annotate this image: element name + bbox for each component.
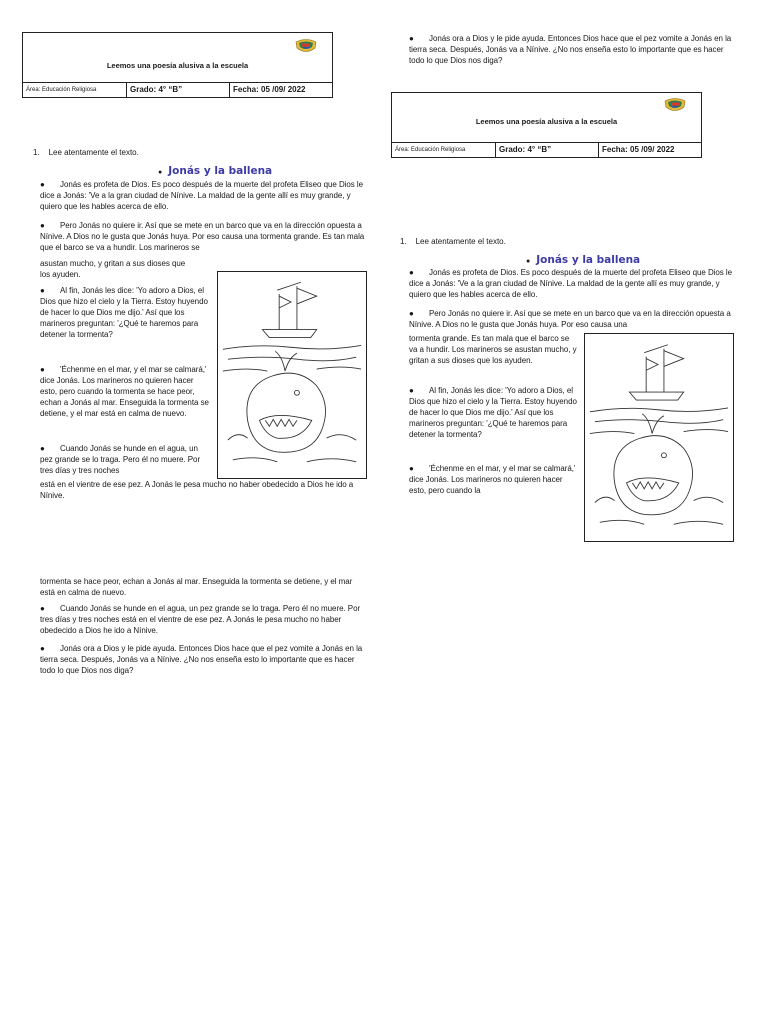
header-info-row	[23, 82, 332, 97]
bullet: ●	[409, 34, 414, 43]
paragraph-text: tormenta se hace peor, echan a Jonás al mar. Enseguida la tormenta se detiene, y el mar está en calma de nuevo.	[40, 577, 353, 598]
paragraph-text: Jonás es profeta de Dios. Es poco después de la muerte del profeta Eliseo que Dios le dice a Jonás: 'Ve a la gran ciudad de Nínive. La maldad de la gente allí es muy grande, y quiero que les hables acerca de ello.	[409, 268, 733, 300]
paragraph-text: Jonás ora a Dios y le pide ayuda. Entonces Dios hace que el pez vomite a Jonás en la tierra seca. Después, Jonás va a Nínive. ¿No nos enseña esto lo importante que es hacer todo lo que Dios nos diga?	[40, 644, 363, 676]
whale-illustration-right	[584, 333, 734, 542]
paragraph-3	[40, 285, 210, 340]
school-logo-icon	[664, 97, 686, 113]
grado-cell: Grado: 4° “B”	[127, 83, 230, 97]
bullet: ●	[40, 180, 45, 189]
instruction-right: 1. Lee atentamente el texto.	[400, 237, 506, 246]
right-paragraph-2	[409, 308, 734, 330]
bottom-paragraph-2	[40, 603, 365, 636]
paragraph-text: Jonás es profeta de Dios. Es poco después de la muerte del profeta Eliseo que Dios le dice a Jonás: 'Ve a la gran ciudad de Nínive. La maldad de la gente allí es muy grande, y quiero que les hables acerca de ello.	[40, 180, 364, 212]
bottom-paragraph-3	[40, 643, 365, 676]
paragraph-4	[40, 364, 210, 419]
worksheet-title: Leemos una poesía alusiva a la escuela	[475, 117, 618, 126]
grado-cell: Grado: 4° “B”	[496, 143, 599, 157]
bullet: ●	[409, 309, 414, 318]
story-title: Jonás y la ballena	[536, 254, 641, 266]
story-title-left	[158, 161, 272, 179]
right-paragraph-3	[409, 385, 579, 440]
area-cell: Área: Educación Religiosa	[392, 143, 496, 157]
bullet: ●	[40, 444, 45, 453]
bullet: ●	[40, 365, 45, 374]
jonah-whale-icon	[218, 272, 366, 478]
story-title: Jonás y la ballena	[168, 165, 273, 177]
story-title-right	[526, 250, 640, 268]
fecha-cell: Fecha: 05 /09/ 2022	[602, 145, 675, 154]
area-cell: Área: Educación Religiosa	[23, 83, 127, 97]
instruction-left: 1. Lee atentamente el texto.	[33, 148, 139, 157]
header-box-left	[22, 32, 333, 98]
fecha-cell: Fecha: 05 /09/ 2022	[233, 85, 306, 94]
paragraph-text: 'Échenme en el mar, y el mar se calmará,' dice Jonás. Los marineros no quieren hacer esto, pero cuando la tormenta se hace peor, echan a Jonás al mar. Enseguida la tormenta se detiene, y el mar está en calma de nuevo.	[40, 365, 209, 419]
right-paragraph-1	[409, 267, 734, 300]
bullet: ●	[40, 644, 45, 653]
jonah-whale-icon	[585, 334, 733, 541]
paragraph-text: Al fin, Jonás les dice: 'Yo adoro a Dios, el Dios que hizo el cielo y la Tierra. Estoy huyendo de hacer lo que Dios me dijo.' Así que los marineros preguntan: '¿Qué te haremos para detener la tormenta?	[409, 386, 577, 440]
paragraph-5-full	[40, 479, 365, 501]
school-logo-icon	[295, 38, 317, 54]
bullet: ●	[158, 169, 163, 176]
paragraph-5	[40, 443, 212, 476]
bullet: ●	[409, 268, 414, 277]
paragraph-text: Pero Jonás no quiere ir. Así que se mete en un barco que va en la dirección opuesta a Nínive. A Dios no le gusta que Jonás huya. Por eso causa una tormenta grande. Es tan mala que el barco se va a hundir. Los marineros se	[40, 221, 365, 253]
worksheet-title: Leemos una poesía alusiva a la escuela	[106, 61, 249, 70]
paragraph-1	[40, 179, 365, 212]
bullet: ●	[40, 221, 45, 230]
paragraph-text: está en el vientre de ese pez. A Jonás le pesa mucho no haber obedecido a Dios he ido a Nínive.	[40, 480, 354, 501]
paragraph-text: Cuando Jonás se hunde en el agua, un pez grande se lo traga. Pero él no muere. Por tres días y tres noches	[40, 444, 201, 476]
bottom-paragraph-1	[40, 576, 365, 598]
paragraph-2-wrap	[40, 258, 212, 280]
paragraph-text: Jonás ora a Dios y le pide ayuda. Entonces Dios hace que el pez vomite a Jonás en la tierra seca. Después, Jonás va a Nínive. ¿No nos enseña esto lo importante que es hacer todo lo que Dios nos diga?	[409, 34, 732, 66]
paragraph-text: asustan mucho, y gritan a sus dioses que	[40, 259, 186, 268]
paragraph-text: Al fin, Jonás les dice: 'Yo adoro a Dios, el Dios que hizo el cielo y la Tierra. Estoy huyendo de hacer lo que Dios me dijo.' Así que los marineros preguntan: '¿Qué te haremos para detener la tormenta?	[40, 286, 208, 340]
bullet: ●	[409, 386, 414, 395]
bullet: ●	[40, 286, 45, 295]
paragraph-2	[40, 220, 365, 253]
bullet: ●	[526, 258, 531, 265]
right-paragraph-4	[409, 463, 579, 496]
paragraph-text: los ayuden.	[40, 270, 81, 280]
header-info-row	[392, 142, 701, 157]
paragraph-text: 'Échenme en el mar, y el mar se calmará,' dice Jonás. Los marineros no quieren hacer esto, pero cuando la	[409, 464, 576, 496]
bullet: ●	[409, 464, 414, 473]
paragraph-text: tormenta grande. Es tan mala que el barco se va a hundir. Los marineros se asustan mucho, y gritan a sus dioses que los ayuden.	[409, 334, 577, 366]
header-box-right	[391, 92, 702, 158]
paragraph-text: Cuando Jonás se hunde en el agua, un pez grande se lo traga. Pero él no muere. Por tres días y tres noches está en el vientre de ese pez. A Jonás le pesa mucho no haber obedecido a Dios he ido a Nínive.	[40, 604, 361, 636]
paragraph-text: Pero Jonás no quiere ir. Así que se mete en un barco que va en la dirección opuesta a Nínive. A Dios no le gusta que Jonás huya. Por eso causa una	[409, 309, 731, 330]
right-paragraph-2-wrap	[409, 333, 579, 366]
right-top-paragraph	[409, 33, 734, 66]
whale-illustration-left	[217, 271, 367, 479]
bullet: ●	[40, 604, 45, 613]
